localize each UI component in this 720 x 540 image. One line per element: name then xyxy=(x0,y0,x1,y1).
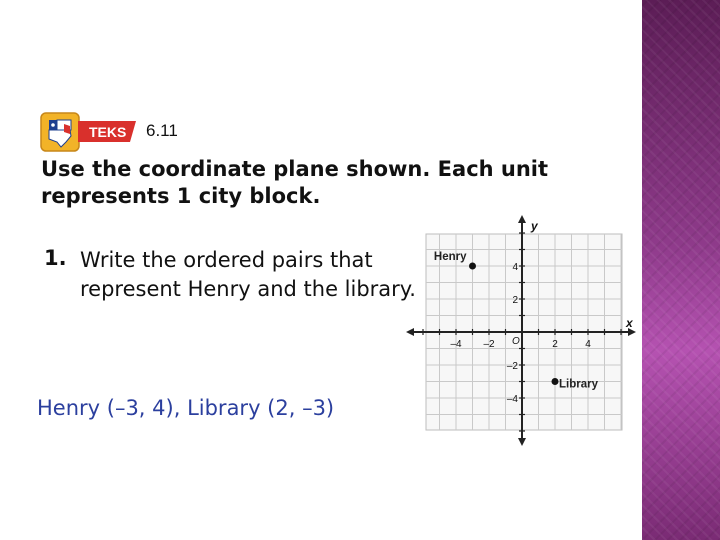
x-tick-label: –2 xyxy=(483,339,495,350)
badge-label: TEKS xyxy=(89,124,127,140)
standard-number: 6.11 xyxy=(146,121,178,140)
y-tick-label: 2 xyxy=(512,295,518,306)
instruction-text: Use the coordinate plane shown. Each unit represents 1 city block. xyxy=(41,157,549,208)
y-tick-label: –2 xyxy=(506,361,518,372)
x-tick-label: 2 xyxy=(552,339,558,350)
y-tick-label: 4 xyxy=(512,262,518,273)
point-henry xyxy=(469,263,476,270)
teks-badge xyxy=(40,112,138,152)
y-axis-arrow-down-icon xyxy=(518,438,526,446)
y-tick-label: –4 xyxy=(506,394,518,405)
item-number: 1. xyxy=(44,246,67,270)
point-label-henry: Henry xyxy=(433,251,467,263)
decorative-side-panel xyxy=(642,0,720,540)
x-axis-arrow-left-icon xyxy=(406,328,414,336)
y-axis-arrow-up-icon xyxy=(518,215,526,223)
x-tick-label: 4 xyxy=(585,339,591,350)
x-axis-label: x xyxy=(626,316,633,330)
coordinate-plane xyxy=(404,212,640,448)
origin-label: O xyxy=(512,336,520,347)
x-tick-label: –4 xyxy=(450,339,462,350)
answer-text: Henry (–3, 4), Library (2, –3) xyxy=(37,396,335,420)
item-question: Write the ordered pairs that represent Henry and the library. xyxy=(80,248,416,301)
point-label-library: Library xyxy=(559,378,598,391)
y-axis-label: y xyxy=(531,219,538,233)
point-library xyxy=(552,378,559,385)
